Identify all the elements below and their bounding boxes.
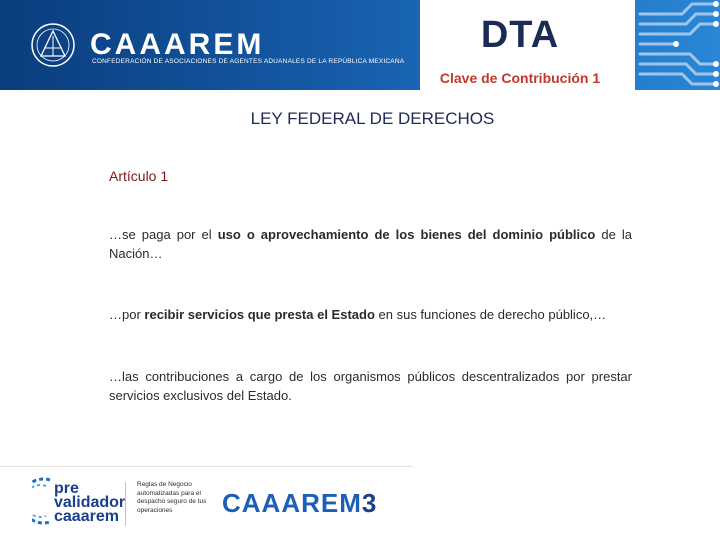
brand-subtitle: CONFEDERACIÓN DE ASOCIACIONES DE AGENTES ADUANALES DE LA REPÚBLICA MEXICANA xyxy=(92,58,405,65)
paragraph-3 xyxy=(109,367,632,405)
article-label: Artículo 1 xyxy=(109,168,169,184)
paragraph-3-pre: …las contribuciones a cargo de los organismos públicos descentralizados por prestar servicios exclusivos del Estado. xyxy=(109,369,632,403)
paragraph-1-post: de la Nación… xyxy=(109,227,632,261)
prevalidador-line-1: pre xyxy=(54,480,79,497)
reglas-text: Reglas de Negocio automatizadas para el despacho seguro de tus operaciones xyxy=(137,481,207,514)
caaarem3-suffix: 3 xyxy=(361,488,378,518)
paragraph-1-pre: …se paga por el xyxy=(109,227,218,242)
paragraph-2-pre: …por xyxy=(109,307,145,322)
circuit-lines-icon xyxy=(636,0,720,90)
paragraph-1-bold: uso o aprovechamiento de los bienes del dominio público xyxy=(217,227,596,242)
law-title: LEY FEDERAL DE DERECHOS xyxy=(250,109,495,128)
footer-divider xyxy=(0,466,413,467)
brand-name: CAAAREM xyxy=(90,28,265,61)
prevalidador-logo xyxy=(54,482,125,524)
logo-divider xyxy=(125,482,126,526)
prevalidador-line-3: caaarem xyxy=(54,508,119,525)
paragraph-1 xyxy=(109,225,632,263)
paragraph-2-post: en sus funciones de derecho público,… xyxy=(374,307,607,322)
header-banner xyxy=(0,0,720,90)
page-subtitle: Clave de Contribución 1 xyxy=(439,70,601,86)
paragraph-2-bold: recibir servicios que presta el Estado xyxy=(144,307,375,322)
page-title: DTA xyxy=(480,14,560,56)
prevalidador-line-2: validador xyxy=(54,494,126,511)
caaarem3-logo xyxy=(222,488,377,519)
caaarem3-main: CAAAREM xyxy=(222,488,362,518)
paragraph-2 xyxy=(109,305,632,324)
caaarem-seal-icon xyxy=(30,22,76,68)
